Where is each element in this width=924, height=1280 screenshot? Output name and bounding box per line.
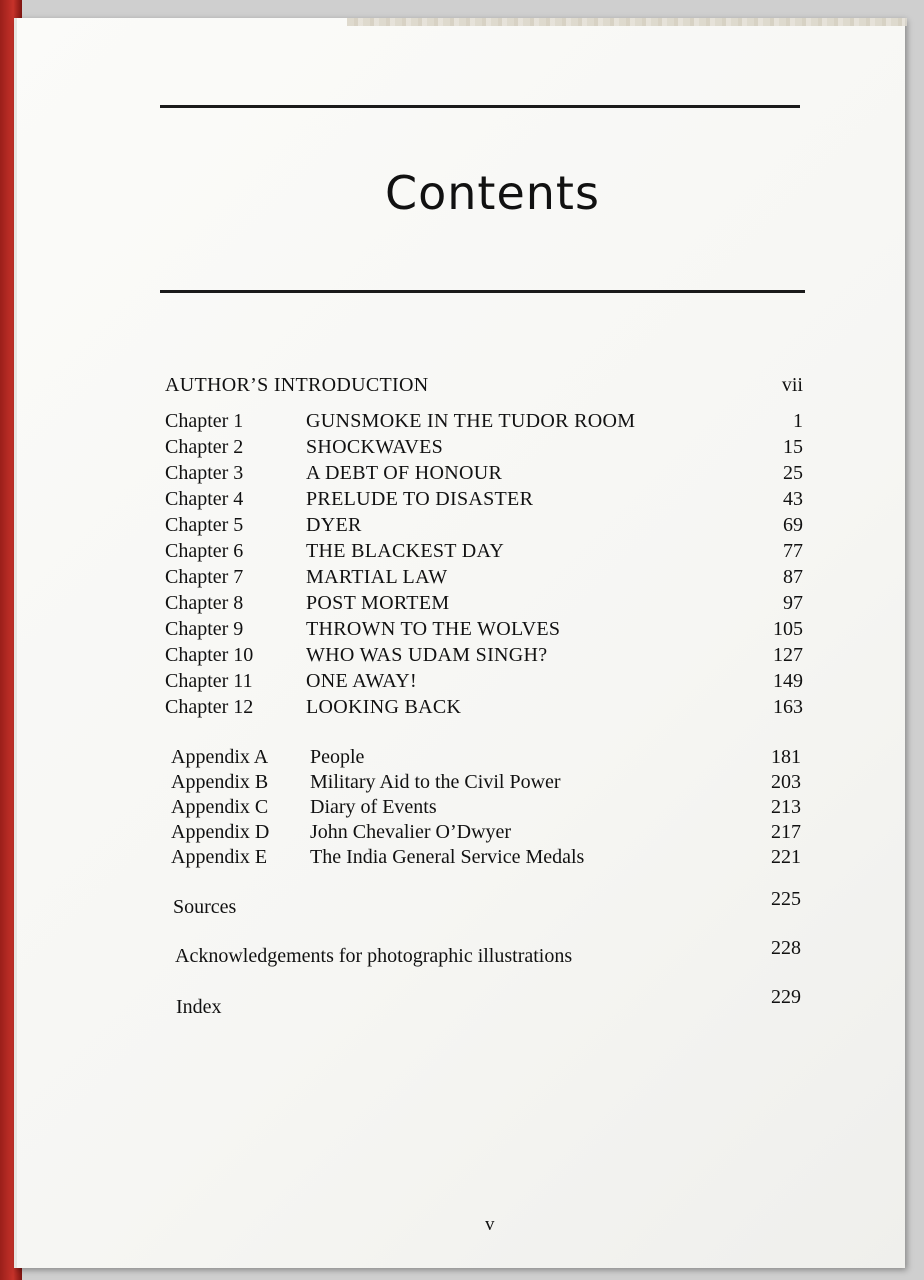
chapter-title: DYER: [306, 514, 362, 536]
appendix-page: 217: [771, 821, 801, 843]
chapter-label: Chapter 1: [165, 410, 244, 432]
chapter-title: THE BLACKEST DAY: [306, 540, 505, 562]
chapter-title: MARTIAL LAW: [306, 566, 448, 588]
back-matter-title: Index: [176, 996, 222, 1018]
appendix-page: 213: [771, 796, 801, 818]
page-title: Contents: [385, 166, 600, 220]
chapter-page: 25: [783, 462, 803, 484]
chapter-page: 69: [783, 514, 803, 536]
chapter-label: Chapter 6: [165, 540, 244, 562]
chapter-page: 149: [773, 670, 803, 692]
chapter-title: WHO WAS UDAM SINGH?: [306, 644, 548, 666]
page-number: v: [485, 1214, 495, 1235]
appendix-title: Diary of Events: [310, 796, 437, 818]
back-matter-page: 225: [771, 888, 801, 910]
chapter-label: Chapter 12: [165, 696, 254, 718]
chapter-page: 77: [783, 540, 803, 562]
appendix-label: Appendix D: [171, 821, 270, 843]
appendix-label: Appendix E: [171, 846, 268, 868]
back-matter-page: 228: [771, 937, 801, 959]
table-of-contents: [17, 18, 905, 1268]
chapter-label: Chapter 4: [165, 488, 244, 510]
appendix-title: The India General Service Medals: [310, 846, 585, 868]
chapter-page: 15: [783, 436, 803, 458]
back-matter-title: Acknowledgements for photographic illustrations: [175, 945, 573, 967]
chapter-page: 105: [773, 618, 803, 640]
chapter-title: SHOCKWAVES: [306, 436, 444, 458]
chapter-label: Chapter 9: [165, 618, 244, 640]
intro-page: vii: [781, 374, 803, 396]
chapter-page: 163: [773, 696, 803, 718]
chapter-page: 97: [783, 592, 803, 614]
back-matter-title: Sources: [173, 896, 237, 918]
appendix-title: John Chevalier O’Dwyer: [310, 821, 512, 843]
chapter-page: 87: [783, 566, 803, 588]
appendix-label: Appendix A: [171, 746, 269, 768]
chapter-label: Chapter 2: [165, 436, 244, 458]
appendix-page: 221: [771, 846, 801, 868]
appendix-label: Appendix C: [171, 796, 269, 818]
book-page: [14, 18, 905, 1268]
chapter-label: Chapter 3: [165, 462, 244, 484]
chapter-label: Chapter 7: [165, 566, 244, 588]
appendix-page: 181: [771, 746, 801, 768]
chapter-title: ONE AWAY!: [306, 670, 417, 692]
intro-title: AUTHOR’S INTRODUCTION: [165, 374, 429, 396]
chapter-page: 127: [773, 644, 803, 666]
chapter-page: 43: [783, 488, 803, 510]
appendix-label: Appendix B: [171, 771, 269, 793]
chapter-label: Chapter 11: [165, 670, 253, 692]
chapter-title: A DEBT OF HONOUR: [306, 462, 503, 484]
chapter-label: Chapter 10: [165, 644, 254, 666]
chapter-label: Chapter 8: [165, 592, 244, 614]
chapter-title: THROWN TO THE WOLVES: [306, 618, 561, 640]
appendix-title: Military Aid to the Civil Power: [310, 771, 561, 793]
chapter-title: PRELUDE TO DISASTER: [306, 488, 534, 510]
chapter-title: GUNSMOKE IN THE TUDOR ROOM: [306, 410, 636, 432]
chapter-page: 1: [793, 410, 803, 432]
appendix-page: 203: [771, 771, 801, 793]
appendix-title: People: [310, 746, 365, 768]
chapter-title: POST MORTEM: [306, 592, 450, 614]
back-matter-page: 229: [771, 986, 801, 1008]
chapter-title: LOOKING BACK: [306, 696, 462, 718]
chapter-label: Chapter 5: [165, 514, 244, 536]
